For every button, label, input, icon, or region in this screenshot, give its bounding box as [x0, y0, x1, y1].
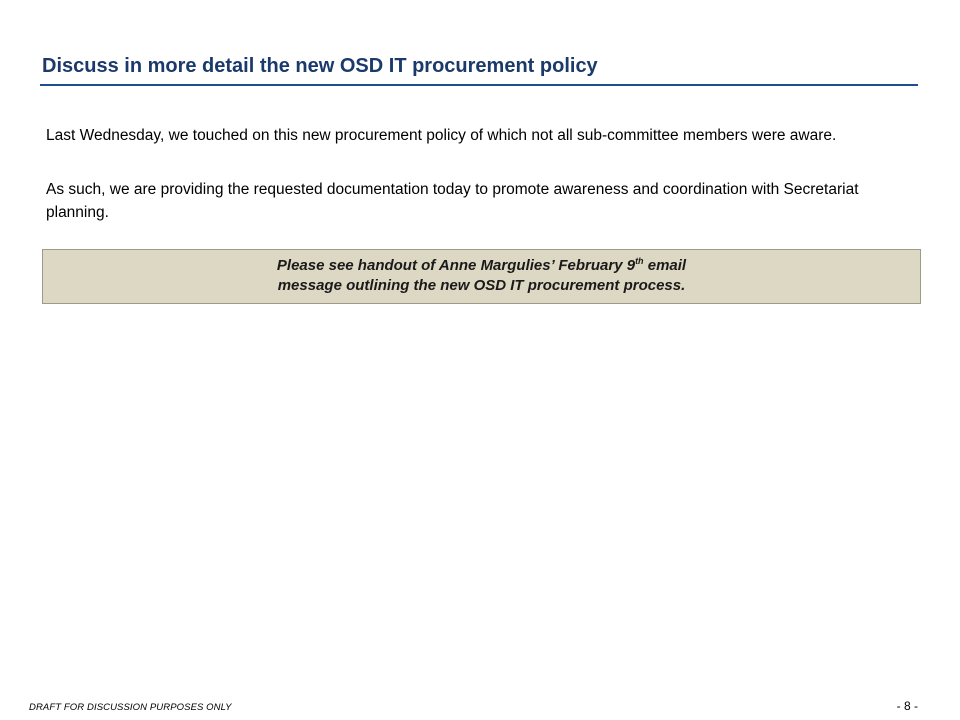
ordinal-suffix: th [635, 256, 644, 266]
paragraph-purpose: As such, we are providing the requested documentation today to promote awareness and coordination with Secretariat planning. [46, 181, 859, 221]
callout-text-part: email [643, 257, 687, 274]
title-divider [40, 84, 918, 86]
slide-title: Discuss in more detail the new OSD IT procurement policy [42, 55, 598, 77]
handout-callout-box [42, 249, 921, 304]
page-number: - 8 - [896, 699, 918, 713]
callout-line-1 [43, 256, 920, 276]
callout-text-part: Please see handout of Anne Margulies’ February 9 [276, 257, 636, 274]
callout-line-2: message outlining the new OSD IT procurement process. [277, 277, 686, 294]
draft-notice: DRAFT FOR DISCUSSION PURPOSES ONLY [29, 702, 232, 713]
paragraph-context: Last Wednesday, we touched on this new procurement policy of which not all sub-committee members were aware. [46, 127, 837, 144]
